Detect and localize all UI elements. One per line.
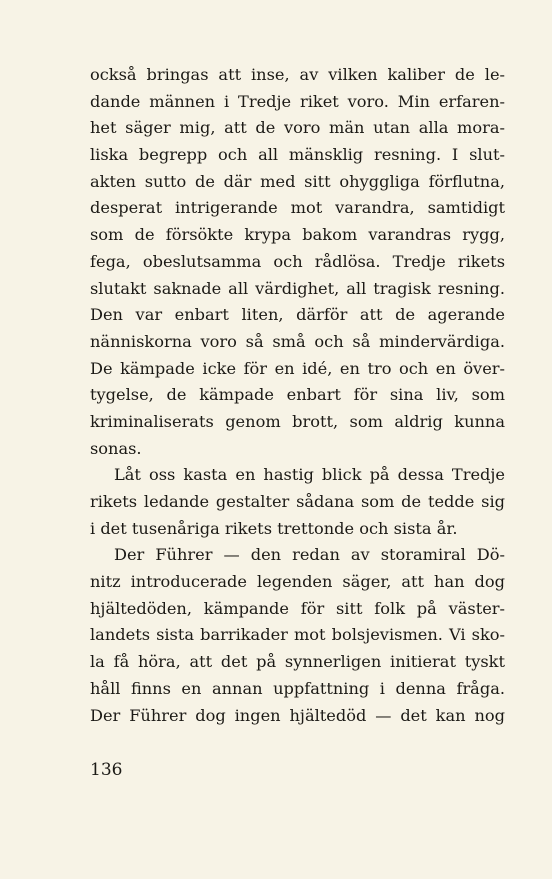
text-line: het säger mig, att de voro män utan alla mora- bbox=[90, 118, 505, 138]
text-line: nänniskorna voro så små och så mindervärdiga. bbox=[90, 331, 505, 351]
text-line: fega, obeslutsamma och rådlösa. Tredje rikets bbox=[90, 251, 505, 271]
text-line: Den var enbart liten, därför att de agerande bbox=[90, 305, 505, 325]
text-line: nitz introducerade legenden säger, att han dog bbox=[90, 572, 505, 592]
text-line: De kämpade icke för en idé, en tro och en över- bbox=[90, 358, 505, 378]
text-line: liska begrepp och all mänsklig resning. I slut- bbox=[90, 145, 505, 165]
text-line: i det tusenåriga rikets trettonde och sista år. bbox=[90, 518, 458, 538]
text-line: Der Führer — den redan av storamiral Dö- bbox=[114, 545, 505, 565]
text-line: håll finns en annan uppfattning i denna fråga. bbox=[90, 678, 505, 698]
text-line: tygelse, de kämpade enbart för sina liv, som bbox=[90, 385, 505, 405]
text-line: landets sista barrikader mot bolsjevismen. Vi sko- bbox=[90, 625, 505, 645]
text-line: la få höra, att det på synnerligen initierat tyskt bbox=[90, 652, 505, 672]
text-line: också bringas att inse, av vilken kaliber de le- bbox=[90, 65, 505, 84]
text-line: akten sutto de där med sitt ohyggliga förflutna, bbox=[90, 171, 505, 191]
text-line: desperat intrigerande mot varandra, samtidigt bbox=[90, 198, 505, 218]
text-line: som de försökte krypa bakom varandras rygg, bbox=[90, 225, 505, 245]
text-line: dande männen i Tredje riket voro. Min erfaren- bbox=[90, 91, 505, 111]
text-line: rikets ledande gestalter sådana som de tedde sig bbox=[90, 492, 505, 511]
text-line: kriminaliserats genom brott, som aldrig kunna bbox=[90, 411, 505, 431]
text-line: sonas. bbox=[90, 438, 142, 458]
text-line: slutakt saknade all värdighet, all tragisk resning. bbox=[90, 278, 505, 298]
text-line: Låt oss kasta en hastig blick på dessa Tredje bbox=[114, 465, 505, 485]
body-text bbox=[90, 62, 505, 729]
text-line: hjältedöden, kämpande för sitt folk på väster- bbox=[90, 598, 505, 618]
text-line: Der Führer dog ingen hjältedöd — det kan nog bbox=[90, 705, 505, 725]
page-number: 136 bbox=[90, 760, 123, 780]
